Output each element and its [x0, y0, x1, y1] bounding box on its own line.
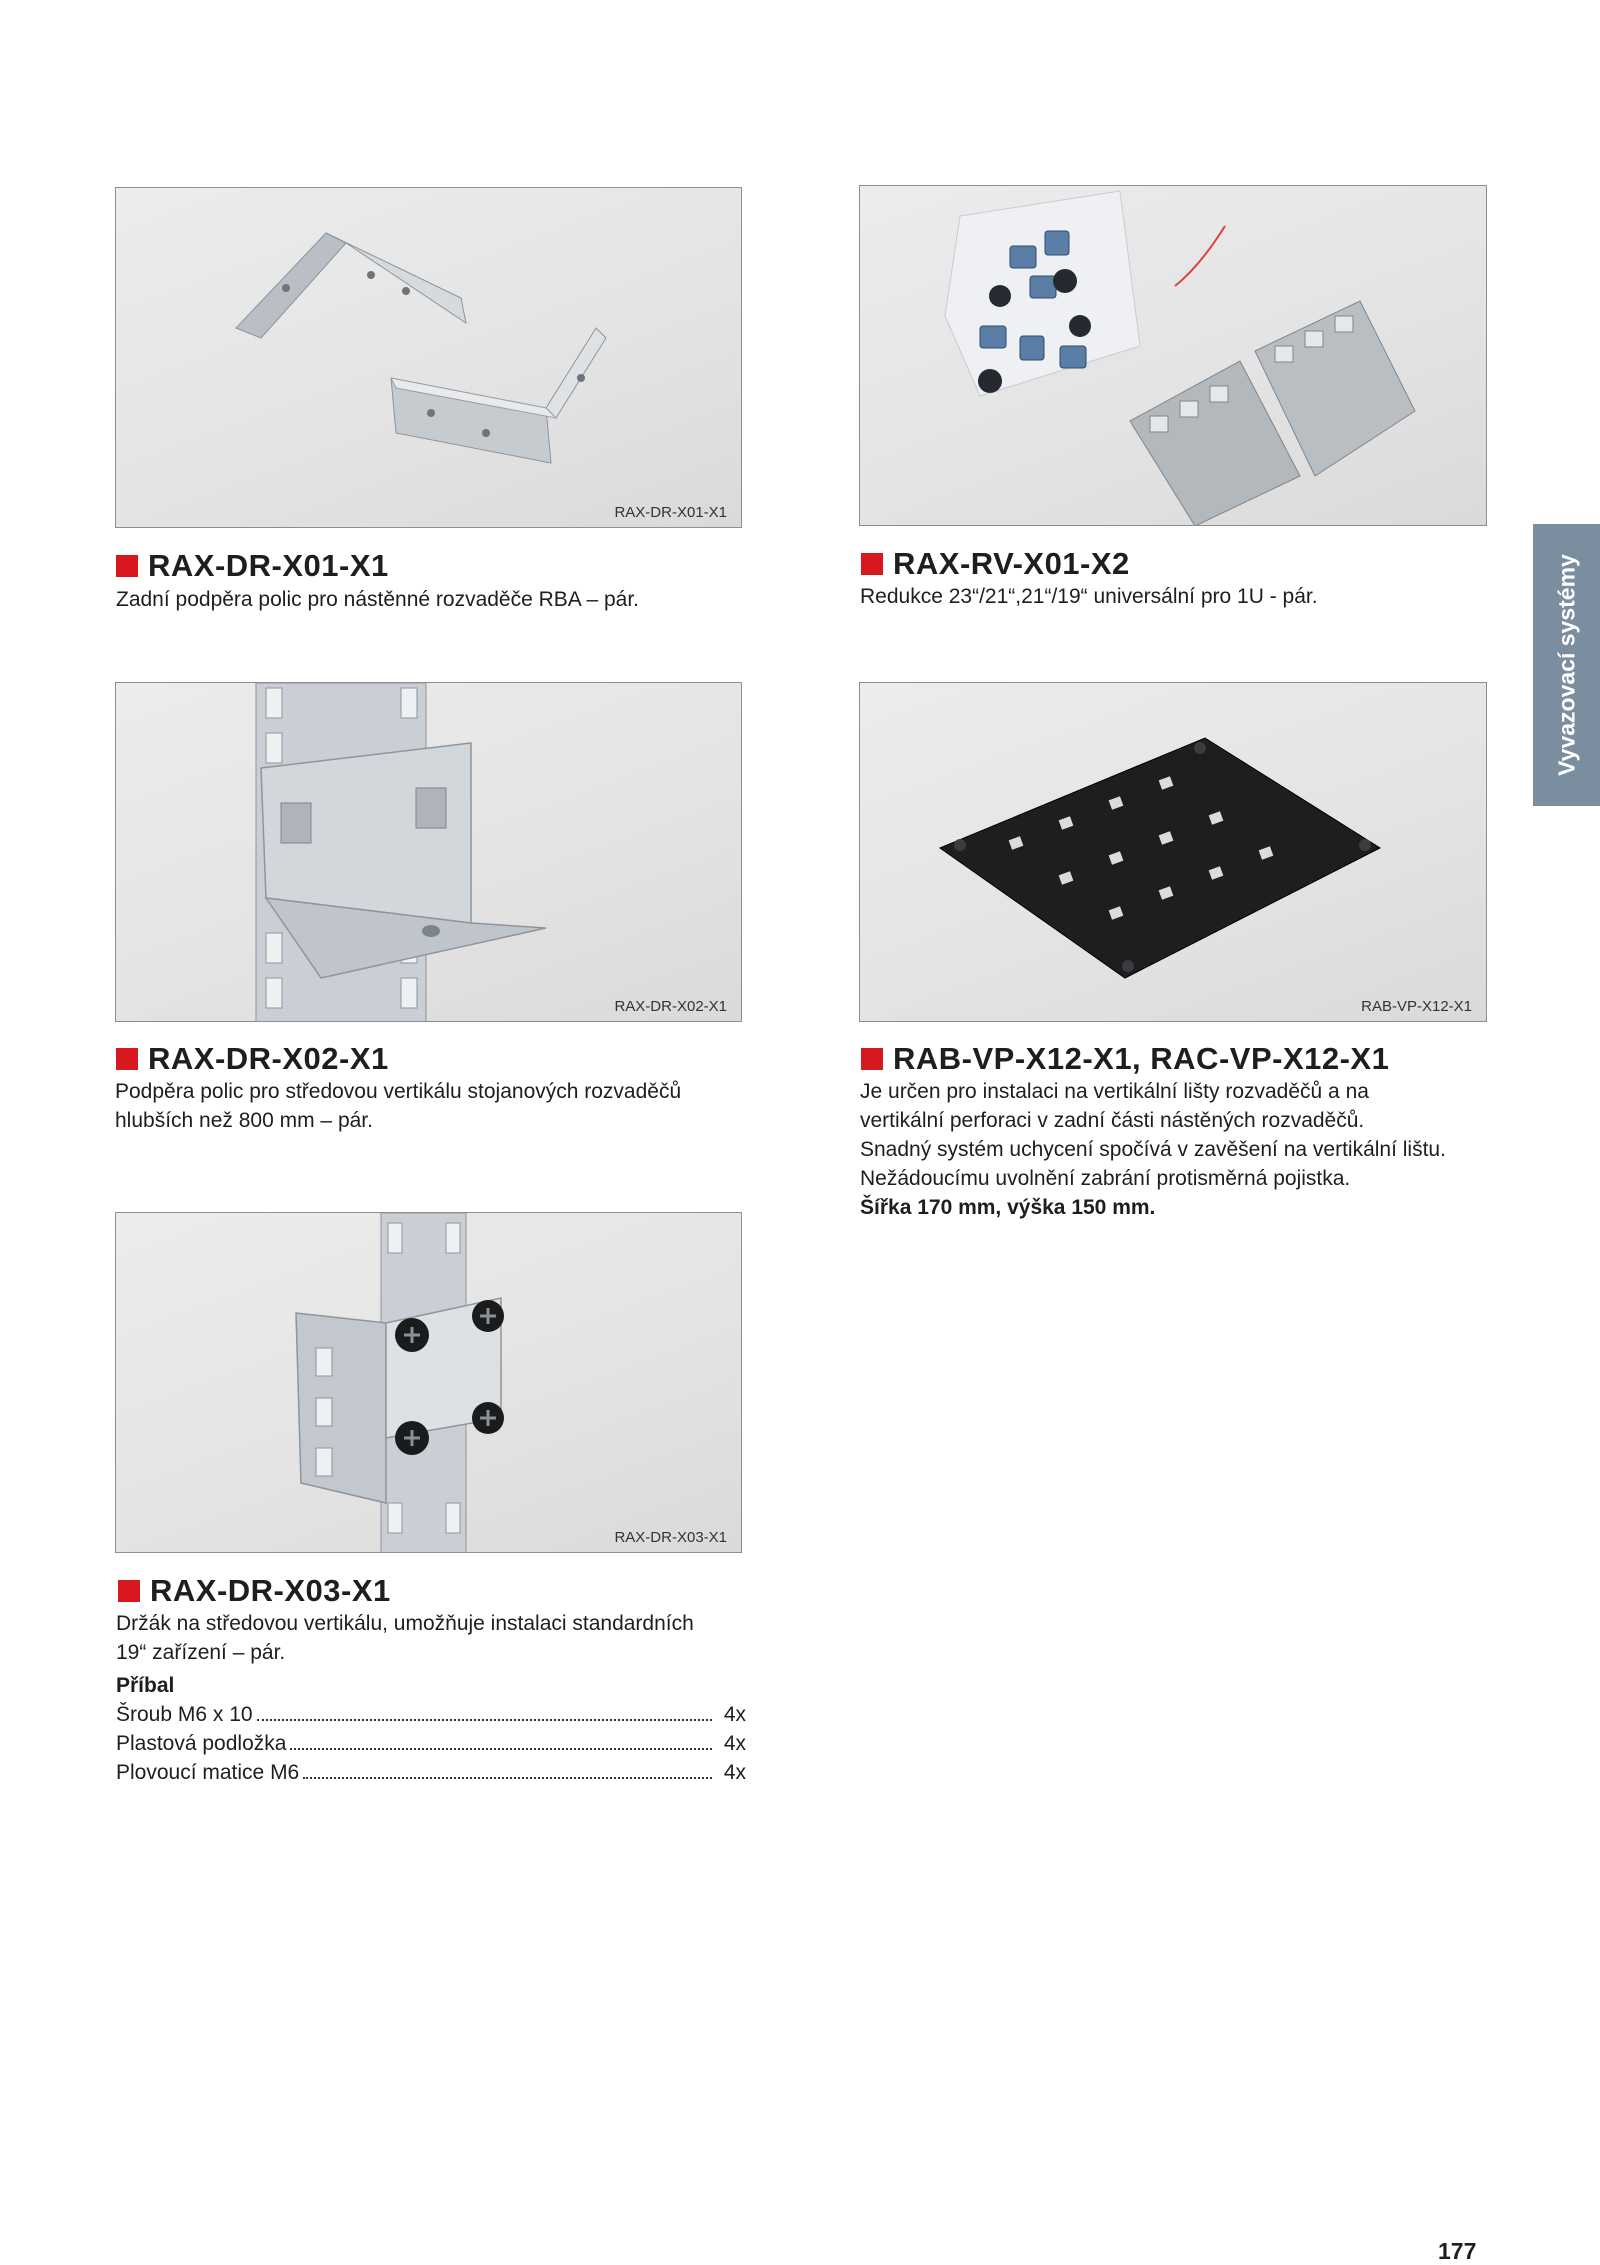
package-item: Plovoucí matice M6 4x	[116, 1761, 746, 1784]
red-square-bullet	[118, 1580, 140, 1602]
section-side-tab	[1533, 524, 1600, 806]
product-title: RAB-VP-X12-X1, RAC-VP-X12-X1	[861, 1041, 1389, 1077]
reduction-kit-illustration	[860, 186, 1487, 526]
product-photo-rax-dr-x03-x1	[115, 1212, 742, 1553]
package-item: Šroub M6 x 10 4x	[116, 1703, 746, 1726]
photo-caption: RAX-DR-X03-X1	[614, 1529, 727, 1546]
package-item: Plastová podložka 4x	[116, 1732, 746, 1755]
product-description: Podpěra polic pro středovou vertikálu stojanových rozvaděčů hlubších než 800 mm – pár.	[115, 1080, 682, 1132]
package-contents	[116, 1671, 746, 1787]
photo-caption: RAX-DR-X02-X1	[614, 998, 727, 1015]
section-side-tab-label: Vyvazovací systémy	[1553, 554, 1579, 776]
product-title: RAX-DR-X01-X1	[116, 548, 389, 584]
product-dimensions: Šířka 170 mm, výška 150 mm.	[860, 1196, 1156, 1219]
page-number: 177	[1438, 2238, 1477, 2264]
product-title: RAX-RV-X01-X2	[861, 546, 1130, 582]
product-photo-rax-dr-x01-x1	[115, 187, 742, 528]
red-square-bullet	[861, 553, 883, 575]
red-square-bullet	[116, 1048, 138, 1070]
photo-caption: RAX-DR-X01-X1	[614, 504, 727, 521]
photo-caption: RAB-VP-X12-X1	[1361, 998, 1472, 1015]
product-title: RAX-DR-X02-X1	[116, 1041, 389, 1077]
product-photo-rax-dr-x02-x1	[115, 682, 742, 1022]
product-description: Redukce 23“/21“,21“/19“ universální pro 1U - pár.	[860, 585, 1318, 608]
bracket-pair-illustration	[116, 188, 742, 528]
mounting-plate-illustration	[860, 683, 1487, 1022]
package-heading: Příbal	[116, 1674, 175, 1697]
red-square-bullet	[116, 555, 138, 577]
product-description: Zadní podpěra polic pro nástěnné rozvaděče RBA – pár.	[116, 588, 640, 611]
product-photo-rab-vp-x12-x1	[859, 682, 1487, 1022]
product-photo-rax-rv-x01-x2	[859, 185, 1487, 526]
vertical-holder-illustration	[116, 1213, 742, 1553]
red-square-bullet	[861, 1048, 883, 1070]
product-title: RAX-DR-X03-X1	[118, 1573, 391, 1609]
product-description: Je určen pro instalaci na vertikální lišty rozvaděčů a na vertikální perforaci v zadní části nástěných rozvaděčů. Snadný systém uchycení spočívá v zavěšení na vertikální lištu. Nežádoucímu uvolnění zabrání protisměrná pojistka. Šířka 170 mm, výška 150 mm.	[860, 1077, 1446, 1222]
shelf-support-illustration	[116, 683, 742, 1022]
product-description: Držák na středovou vertikálu, umožňuje instalaci standardních 19“ zařízení – pár.	[116, 1612, 694, 1664]
